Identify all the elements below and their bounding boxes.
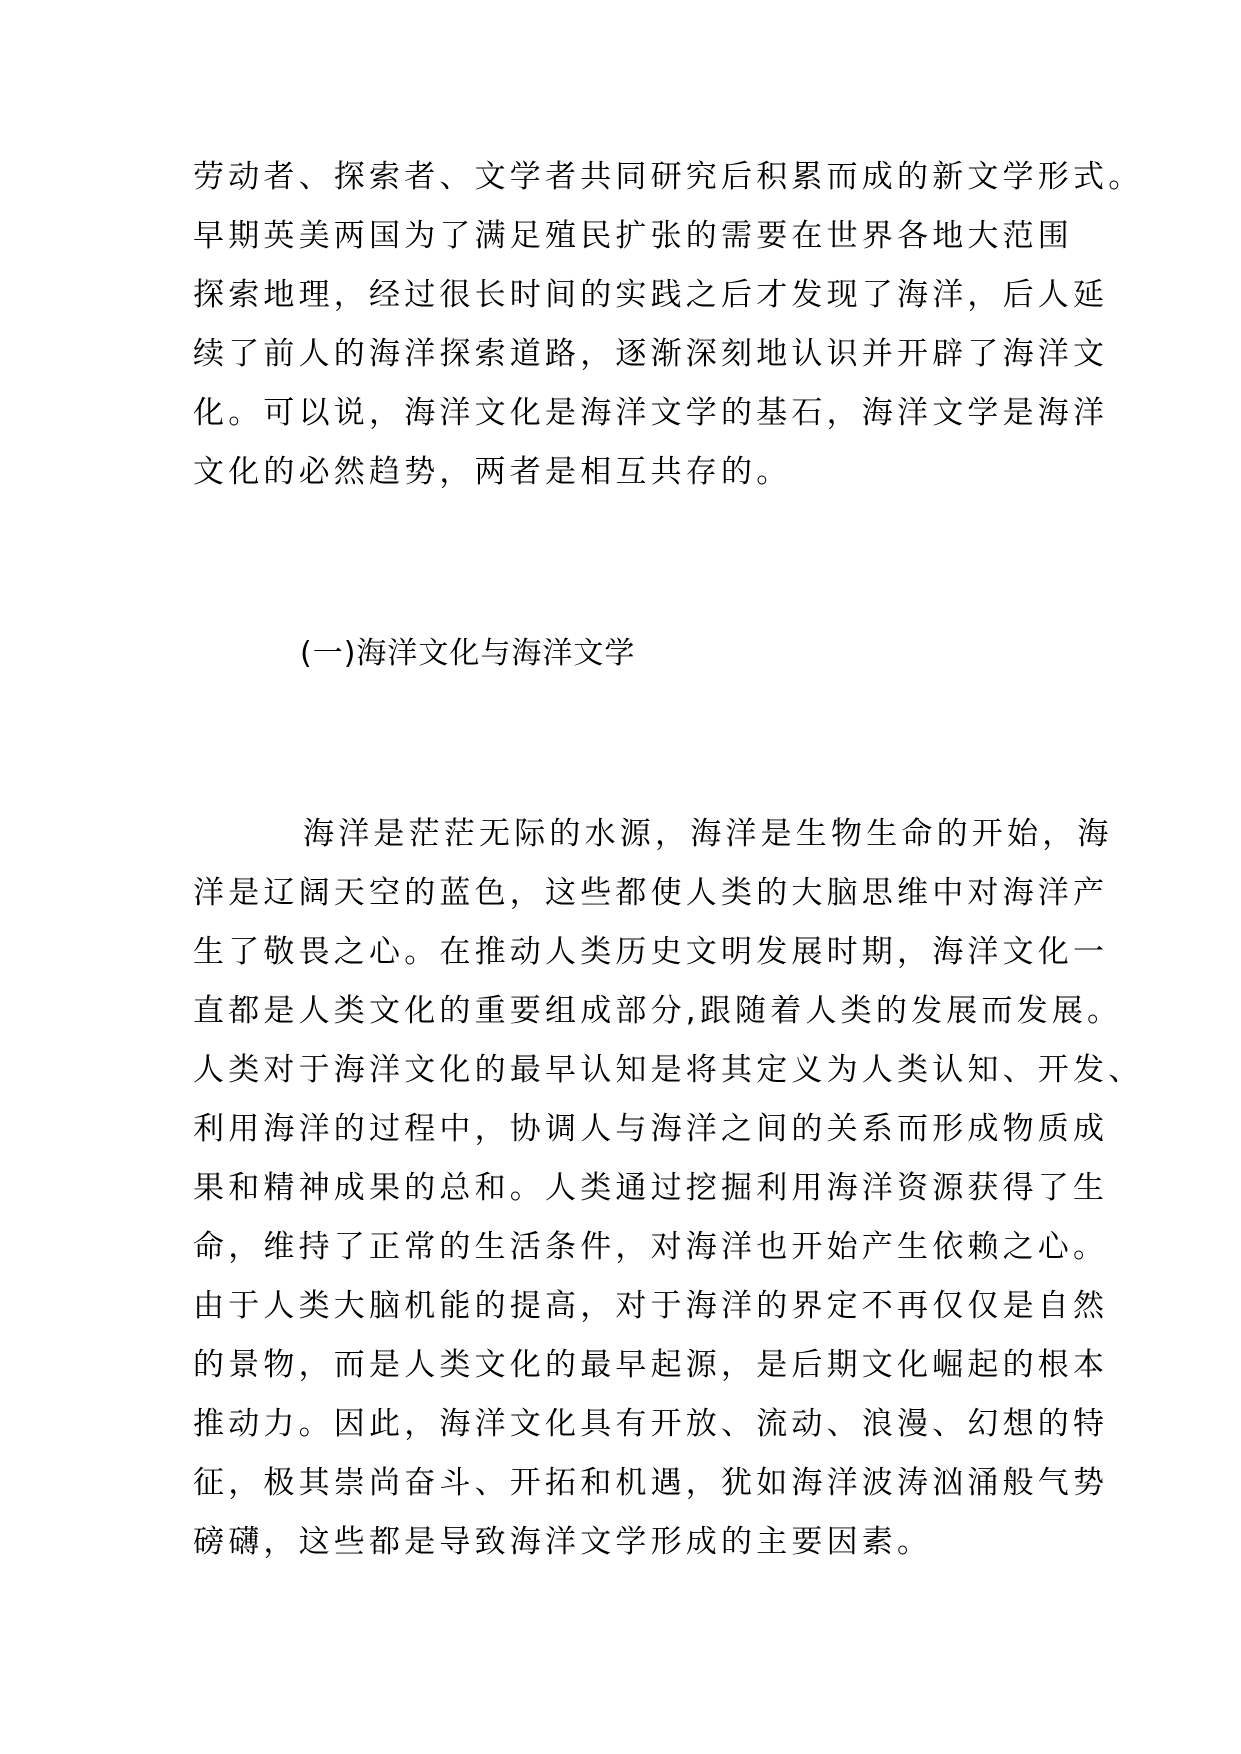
paragraph-line: 的景物，而是人类文化的最早起源，是后期文化崛起的根本 bbox=[193, 1347, 1109, 1383]
paragraph-line: 由于人类大脑机能的提高，对于海洋的界定不再仅仅是自然 bbox=[193, 1288, 1109, 1324]
paragraph-line: 命，维持了正常的生活条件，对海洋也开始产生依赖之心。 bbox=[193, 1229, 1109, 1265]
paragraph-line: 果和精神成果的总和。人类通过挖掘利用海洋资源获得了生 bbox=[193, 1170, 1109, 1206]
paragraph-line: 海洋是茫茫无际的水源，海洋是生物生命的开始，海 bbox=[303, 816, 1113, 852]
paragraph-continuation bbox=[193, 148, 1144, 502]
paragraph-line: 利用海洋的过程中，协调人与海洋之间的关系而形成物质成 bbox=[193, 1111, 1109, 1147]
paragraph-line: 磅礴，这些都是导致海洋文学形成的主要因素。 bbox=[193, 1524, 933, 1560]
paragraph-line: 征，极其崇尚奋斗、开拓和机遇，犹如海洋波涛汹涌般气势 bbox=[193, 1465, 1109, 1501]
paragraph-line: 直都是人类文化的重要组成部分,跟随着人类的发展而发展。 bbox=[193, 993, 1123, 1029]
paragraph-line: 化。可以说，海洋文化是海洋文学的基石，海洋文学是海洋 bbox=[193, 395, 1109, 431]
paragraph-line: 探索地理，经过很长时间的实践之后才发现了海洋，后人延 bbox=[193, 277, 1109, 313]
paragraph-line: 洋是辽阔天空的蓝色，这些都使人类的大脑思维中对海洋产 bbox=[193, 875, 1109, 911]
section-heading: (一)海洋文化与海洋文学 bbox=[300, 636, 636, 671]
paragraph-line: 文化的必然趋势，两者是相互共存的。 bbox=[193, 454, 792, 490]
paragraph-line: 续了前人的海洋探索道路，逐渐深刻地认识并开辟了海洋文 bbox=[193, 336, 1109, 372]
paragraph-line: 劳动者、探索者、文学者共同研究后积累而成的新文学形式。 bbox=[193, 159, 1144, 195]
paragraph-line: 早期英美两国为了满足殖民扩张的需要在世界各地大范围 bbox=[193, 218, 1073, 254]
paragraph-line: 生了敬畏之心。在推动人类历史文明发展时期，海洋文化一 bbox=[193, 934, 1109, 970]
paragraph-ocean-culture bbox=[193, 805, 1144, 1572]
paragraph-line: 推动力。因此，海洋文化具有开放、流动、浪漫、幻想的特 bbox=[193, 1406, 1109, 1442]
paragraph-line: 人类对于海洋文化的最早认知是将其定义为人类认知、开发、 bbox=[193, 1052, 1144, 1088]
